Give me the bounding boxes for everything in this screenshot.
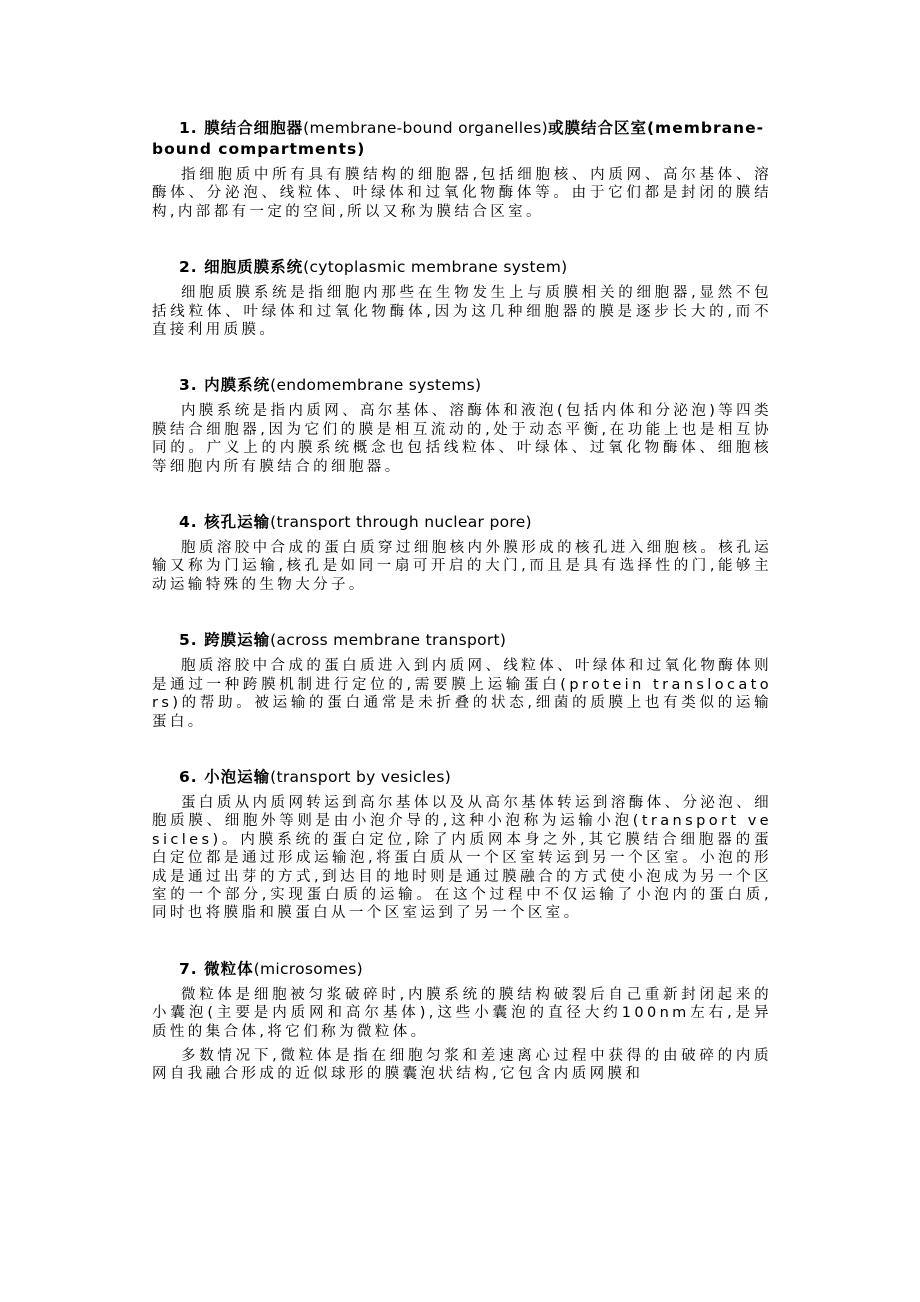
section-title-en: (cytoplasmic membrane system) (303, 258, 568, 277)
section-heading (152, 630, 772, 651)
section-heading (152, 512, 772, 533)
section-number: 7. (179, 959, 198, 978)
section-title-cn: 膜结合细胞器 (204, 119, 304, 137)
section-number: 1. (179, 119, 198, 137)
section-title-cn: 小泡运输 (204, 767, 271, 786)
section-4 (152, 512, 772, 594)
section-5 (152, 630, 772, 731)
document-body (152, 118, 772, 1120)
section-paragraph: 指细胞质中所有具有膜结构的细胞器,包括细胞核、内质网、高尔基体、溶酶体、分泌泡、线粒体、叶绿体和过氧化物酶体等。由于它们都是封闭的膜结构,内部都有一定的空间,所以又称为膜结合区室。 (152, 167, 772, 220)
section-heading (152, 375, 772, 396)
section-title-cn: 跨膜运输 (204, 631, 271, 650)
section-paragraph: 蛋白质从内质网转运到高尔基体以及从高尔基体转运到溶酶体、分泌泡、细胞质膜、细胞外等则是由小泡介导的,这种小泡称为运输小泡(transport vesicles)。内膜系统的蛋白定位,除了内质网本身之外,其它膜结合细胞器的蛋白定位都是通过形成运输泡,将蛋白质从一个区室转运到另一个区室。小泡的形成是通过出芽的方式,到达目的地时则是通过膜融合的方式使小泡成为另一个区室的一个部分,实现蛋白质的运输。在这个过程中不仅运输了小泡内的蛋白质,同时也将膜脂和膜蛋白从一个区室运到了另一个区室。 (152, 794, 772, 922)
section-heading (152, 118, 772, 160)
section-number: 6. (179, 767, 198, 786)
section-number: 2. (179, 258, 198, 277)
section-title-en: (transport through nuclear pore) (270, 513, 532, 532)
section-number: 4. (179, 513, 198, 532)
section-paragraph: 细胞质膜系统是指细胞内那些在生物发生上与质膜相关的细胞器,显然不包括线粒体、叶绿体和过氧化物酶体,因为这几种细胞器的膜是逐步长大的,而不直接利用质膜。 (152, 285, 772, 339)
section-title-cn: 内膜系统 (204, 376, 271, 395)
section-heading (152, 767, 772, 788)
section-title-cn: 核孔运输 (204, 513, 271, 532)
section-1 (152, 118, 772, 221)
section-title-en: (endomembrane systems) (270, 376, 482, 395)
section-2 (152, 257, 772, 339)
section-number: 5. (179, 631, 198, 650)
section-number: 3. (179, 376, 198, 395)
section-title-cn: 细胞质膜系统 (204, 258, 304, 277)
section-title-en: (microsomes) (253, 959, 364, 978)
section-3 (152, 375, 772, 476)
section-paragraph: 多数情况下,微粒体是指在细胞匀浆和差速离心过程中获得的由破碎的内质网自我融合形成的近似球形的膜囊泡状结构,它包含内质网膜和 (152, 1047, 772, 1083)
section-heading (152, 257, 772, 278)
section-paragraph: 胞质溶胶中合成的蛋白质穿过细胞核内外膜形成的核孔进入细胞核。核孔运输又称为门运输,核孔是如同一扇可开启的大门,而且是具有选择性的门,能够主动运输特殊的生物大分子。 (152, 540, 772, 593)
section-title-en: (transport by vesicles) (270, 767, 452, 786)
section-paragraph: 微粒体是细胞被匀浆破碎时,内膜系统的膜结构破裂后自己重新封闭起来的小囊泡(主要是内质网和高尔基体),这些小囊泡的直径大约100nm左右,是异质性的集合体,将它们称为微粒体。 (152, 986, 772, 1040)
section-heading (152, 959, 772, 980)
section-7 (152, 959, 772, 1084)
section-title-en: (membrane-bound organelles) (303, 119, 548, 137)
section-title-en: (across membrane transport) (270, 631, 507, 650)
section-title-cn: 微粒体 (204, 959, 254, 978)
section-paragraph: 内膜系统是指内质网、高尔基体、溶酶体和液泡(包括内体和分泌泡)等四类膜结合细胞器,因为它们的膜是相互流动的,处于动态平衡,在功能上也是相互协同的。广义上的内膜系统概念也包括线粒体、叶绿体、过氧化物酶体、细胞核等细胞内所有膜结合的细胞器。 (152, 403, 772, 475)
section-paragraph: 胞质溶胶中合成的蛋白质进入到内质网、线粒体、叶绿体和过氧化物酶体则是通过一种跨膜机制进行定位的,需要膜上运输蛋白(protein translocators)的帮助。被运输的蛋白通常是未折叠的状态,细菌的质膜上也有类似的运输蛋白。 (152, 658, 772, 730)
section-title-extra: 或膜结合区室(membrane-bound compartments) (152, 119, 765, 158)
section-6 (152, 767, 772, 923)
